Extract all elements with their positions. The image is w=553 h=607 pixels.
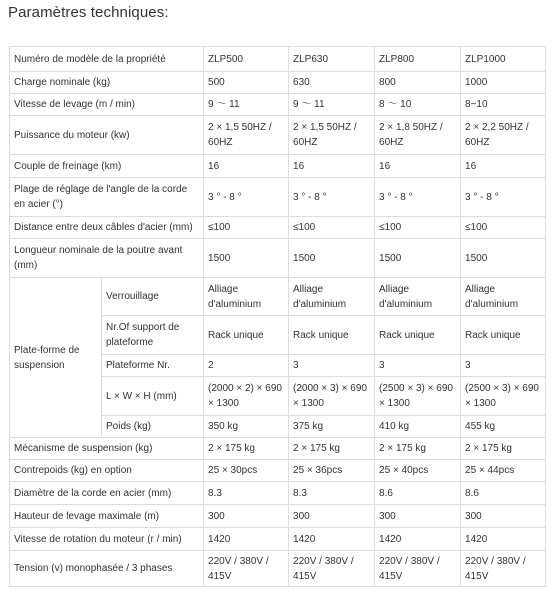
table-row [10,155,546,178]
header-label: Numéro de modèle de la propriété [10,47,204,72]
table-cell: 2 × 175 kg [204,438,289,460]
table-cell: 16 [375,155,461,178]
table-row [10,72,546,94]
table-cell: 300 [375,505,461,528]
sub-row-label: Nr.Of support de plateforme [102,316,204,355]
table-cell: 8.6 [375,482,461,505]
table-cell: 16 [204,155,289,178]
table-cell: ≤100 [461,217,546,239]
platform-label: Plate-forme de suspension [10,278,102,438]
row-label: Diamètre de la corde en acier (mm) [10,482,204,505]
table-cell: (2500 × 3) × 690 × 1300 [461,377,546,416]
table-cell: 8.3 [204,482,289,505]
table-cell: 25 × 44pcs [461,460,546,482]
table-cell: 3 ° - 8 ° [461,178,546,217]
table-cell: 2 × 2,2 50HZ / 60HZ [461,116,546,155]
row-label: Charge nominale (kg) [10,72,204,94]
model-cell: ZLP500 [204,47,289,72]
table-row [10,217,546,239]
page-title: Paramètres techniques: [8,4,169,21]
table-cell: 3 [289,355,375,377]
model-cell: ZLP800 [375,47,461,72]
table-cell: 1500 [289,239,375,278]
table-cell: 350 kg [204,416,289,438]
table-row [10,116,546,155]
table-cell: Rack unique [375,316,461,355]
table-cell: 1500 [375,239,461,278]
table-cell: 455 kg [461,416,546,438]
table-cell: (2500 × 3) × 690 × 1300 [375,377,461,416]
table-cell: 500 [204,72,289,94]
table-cell: 630 [289,72,375,94]
table-cell: 2 × 1,5 50HZ / 60HZ [289,116,375,155]
table-row [10,528,546,551]
row-label: Contrepoids (kg) en option [10,460,204,482]
table-cell: 300 [461,505,546,528]
row-label: Distance entre deux câbles d'acier (mm) [10,217,204,239]
table-cell: 2 × 175 kg [461,438,546,460]
table-cell: 2 × 175 kg [289,438,375,460]
table-cell: Rack unique [289,316,375,355]
table-cell: Alliage d'aluminium [204,278,289,316]
table-cell: 1420 [461,528,546,551]
table-row [10,178,546,217]
table-cell: 1500 [204,239,289,278]
table-cell: ≤100 [289,217,375,239]
table-cell: 375 kg [289,416,375,438]
table-cell: Rack unique [461,316,546,355]
row-label: Plage de réglage de l'angle de la corde en acier (°) [10,178,204,217]
table-cell: 220V / 380V / 415V [289,551,375,587]
row-label: Mécanisme de suspension (kg) [10,438,204,460]
sub-row-label: Plateforme Nr. [102,355,204,377]
spec-table [9,46,546,587]
row-label: Puissance du moteur (kw) [10,116,204,155]
header-row [10,47,546,72]
table-cell: 25 × 40pcs [375,460,461,482]
table-cell: 1000 [461,72,546,94]
row-label: Hauteur de levage maximale (m) [10,505,204,528]
table-cell: 1420 [204,528,289,551]
table-cell: 8.3 [289,482,375,505]
table-cell: (2000 × 3) × 690 × 1300 [289,377,375,416]
table-cell: 3 [461,355,546,377]
table-cell: 1420 [375,528,461,551]
row-label: Couple de freinage (km) [10,155,204,178]
table-cell: 8.6 [461,482,546,505]
row-label: Longueur nominale de la poutre avant (mm) [10,239,204,278]
table-cell: 220V / 380V / 415V [204,551,289,587]
sub-row-label: Poids (kg) [102,416,204,438]
table-cell: Alliage d'aluminium [289,278,375,316]
table-cell: Alliage d'aluminium [375,278,461,316]
table-cell: 2 × 175 kg [375,438,461,460]
table-cell: 220V / 380V / 415V [375,551,461,587]
table-cell: (2000 × 2) × 690 × 1300 [204,377,289,416]
table-row [10,438,546,460]
row-label: Vitesse de rotation du moteur (r / min) [10,528,204,551]
table-row [10,551,546,587]
table-cell: ≤100 [375,217,461,239]
table-cell: 3 ° - 8 ° [289,178,375,217]
table-cell: 2 × 1,8 50HZ / 60HZ [375,116,461,155]
table-cell: Alliage d'aluminium [461,278,546,316]
row-label: Tension (v) monophasée / 3 phases [10,551,204,587]
model-cell: ZLP630 [289,47,375,72]
table-cell: 25 × 30pcs [204,460,289,482]
table-cell: 9 ～ 11 [289,94,375,116]
table-cell: 220V / 380V / 415V [461,551,546,587]
table-row [10,94,546,116]
table-cell: 25 × 36pcs [289,460,375,482]
table-cell: 1500 [461,239,546,278]
table-cell: 8 ～ 10 [375,94,461,116]
table-cell: 8~10 [461,94,546,116]
table-cell: 300 [289,505,375,528]
table-cell: 300 [204,505,289,528]
model-cell: ZLP1000 [461,47,546,72]
table-cell: ≤100 [204,217,289,239]
sub-row-label: L × W × H (mm) [102,377,204,416]
table-row [10,460,546,482]
sub-row-label: Verrouillage [102,278,204,316]
row-label: Vitesse de levage (m / min) [10,94,204,116]
table-cell: 1420 [289,528,375,551]
table-cell: 2 × 1,5 50HZ / 60HZ [204,116,289,155]
table-cell: 800 [375,72,461,94]
table-cell: 16 [289,155,375,178]
table-cell: 410 kg [375,416,461,438]
table-cell: Rack unique [204,316,289,355]
table-cell: 16 [461,155,546,178]
table-row [10,482,546,505]
table-cell: 2 [204,355,289,377]
table-cell: 9 ～ 11 [204,94,289,116]
table-cell: 3 [375,355,461,377]
table-row [10,505,546,528]
table-row [10,239,546,278]
table-cell: 3 ° - 8 ° [375,178,461,217]
table-row [10,278,546,316]
table-cell: 3 ° - 8 ° [204,178,289,217]
